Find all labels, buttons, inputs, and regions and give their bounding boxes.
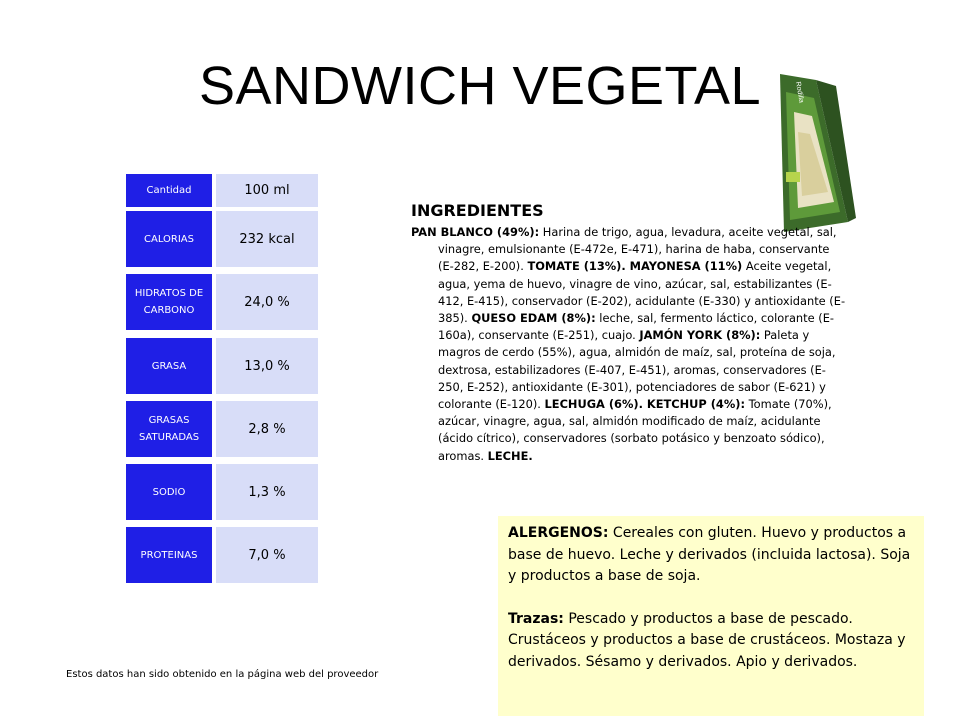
brand-text: Rodilla [794,81,805,104]
ingredient-detail: leche, sal, fermento láctico, colorante (E-160a), conservante (E-251), cuajo. [438,311,835,343]
nutrition-row [126,174,318,207]
allergens-label: ALERGENOS: [508,525,609,541]
ingredient-name: QUESO EDAM (8%): [471,311,596,326]
ingredient-detail: Tomate (70%), azúcar, vinagre, agua, sal, almidón modificado de maíz, acidulante (ácido cítrico), conservadores (sorbato potásico y benzoato sódico), aromas. [438,397,832,463]
ingredient-detail: Aceite vegetal, agua, yema de huevo, vinagre de vino, azúcar, sal, estabilizantes (E-412, E-415), conservador (E-202), acidulante (E-330) y antioxidante (E-385). [438,259,846,326]
nutrition-label: GRASA [126,338,212,394]
nutrition-row [126,401,318,457]
nutrition-label: PROTEINAS [126,527,212,583]
nutrition-row [126,464,318,520]
page-title: SANDWICH VEGETAL [198,56,762,116]
nutrition-value: 100 ml [216,174,318,207]
ingredient-detail: Paleta y magros de cerdo (55%), agua, almidón de maíz, sal, proteína de soja, dextrosa, estabilizadores (E-407, E-451), aromas, conservadores (E-250, E-252), antioxidante (E-301), potenciadores de sabor (E-621) y colorante (E-120). [438,328,836,412]
nutrition-value: 1,3 % [216,464,318,520]
ingredients-text [411,224,846,465]
nutrition-label: Cantidad [126,174,212,207]
ingredient-name: JAMÓN YORK (8%): [639,328,761,343]
traces-paragraph [508,609,914,674]
traces-text: Pescado y productos a base de pescado. Crustáceos y productos a base de crustáceos. Mostaza y derivados. Sésamo y derivados. Apio y derivados. [508,610,906,670]
nutrition-label: SODIO [126,464,212,520]
allergens-box [498,516,924,716]
nutrition-row [126,211,318,267]
ingredient-name: TOMATE (13%). MAYONESA (11%) [527,259,743,274]
nutrition-row [126,274,318,330]
nutrition-row [126,338,318,394]
nutrition-label: GRASAS SATURADAS [126,401,212,457]
nutrition-row [126,527,318,583]
ingredient-name: PAN BLANCO (49%): [411,225,540,239]
ingredient-detail: Harina de trigo, agua, levadura, aceite vegetal, sal, vinagre, emulsionante (E-472e, E-471), harina de haba, conservante (E-282, E-200). [438,225,837,274]
allergens-paragraph [508,523,914,588]
source-footnote: Estos datos han sido obtenido en la página web del proveedor [66,669,379,680]
nutrition-value: 2,8 % [216,401,318,457]
nutrition-value: 24,0 % [216,274,318,330]
ingredient-name: LECHE. [487,448,533,463]
nutrition-value: 13,0 % [216,338,318,394]
nutrition-value: 232 kcal [216,211,318,267]
allergens-text: Cereales con gluten. Huevo y productos a base de huevo. Leche y derivados (incluida lactosa). Soja y productos a base de soja. [508,525,911,584]
sandwich-package-icon [776,72,858,234]
nutrition-label: CALORIAS [126,211,212,267]
nutrition-value: 7,0 % [216,527,318,583]
ingredient-name: LECHUGA (6%). KETCHUP (4%): [544,397,746,412]
nutrition-label: HIDRATOS DE CARBONO [126,274,212,330]
traces-label: Trazas: [508,610,564,627]
ingredients-heading: INGREDIENTES [411,201,544,220]
